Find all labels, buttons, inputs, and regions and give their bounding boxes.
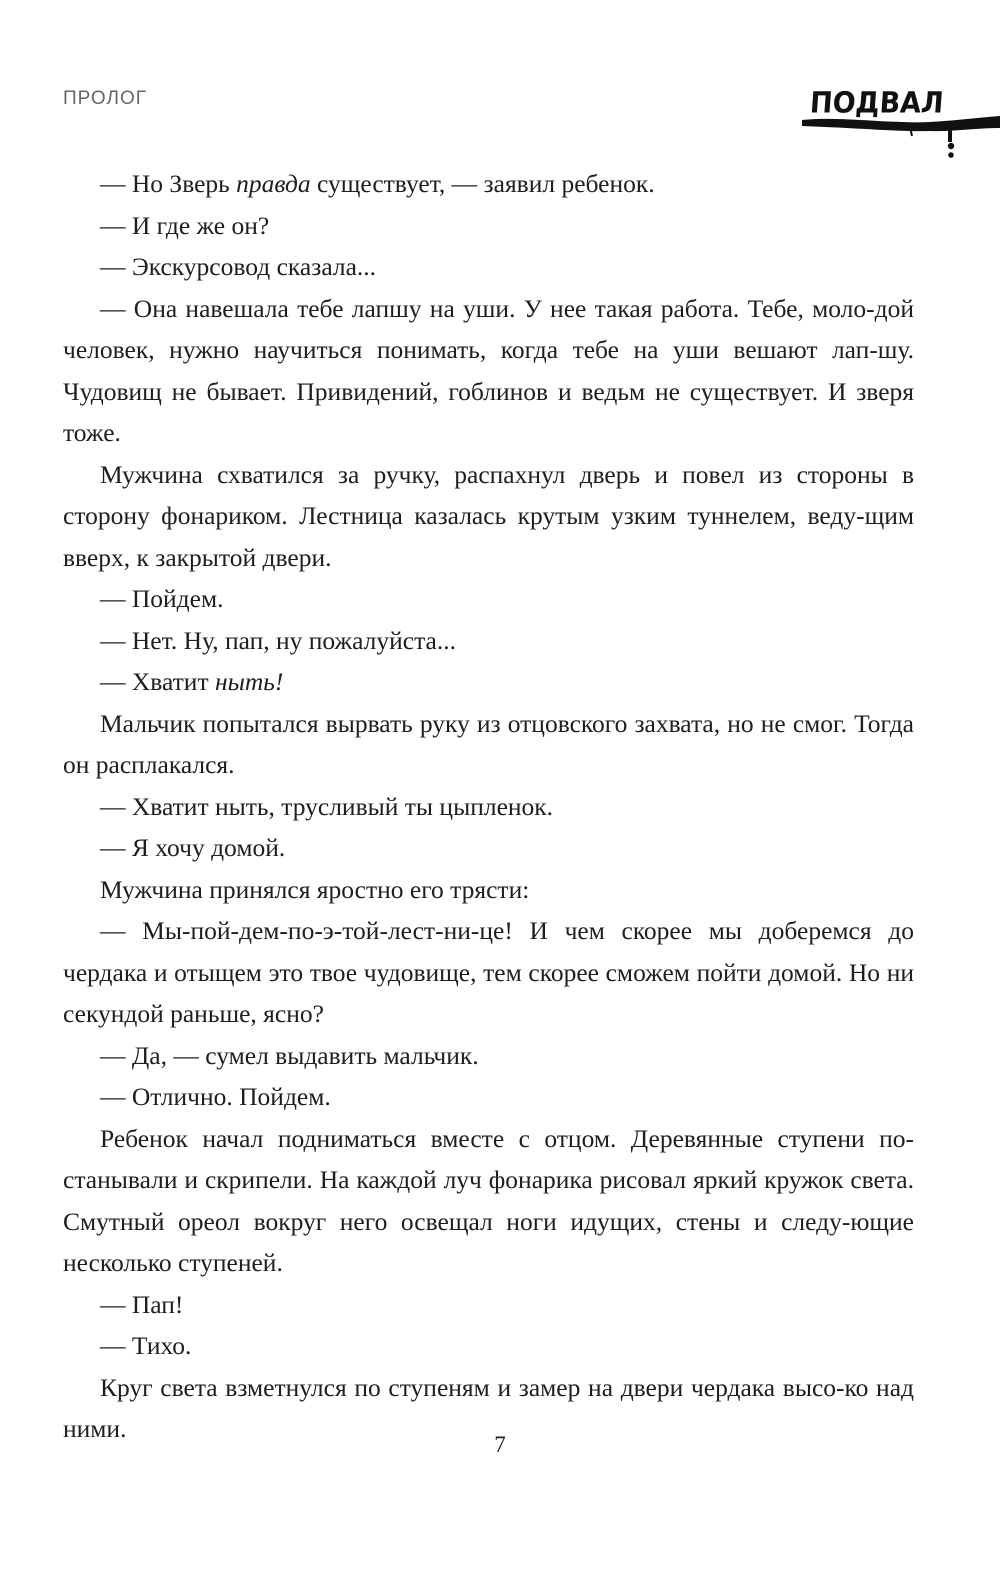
text-run: Мужчина схватился за ручку, распахнул дверь и повел из стороны в сторону фонариком. Лестница казалась крутым узким туннелем, веду-щим вверх, к закрытой двери. — [63, 459, 914, 572]
text-run: — Пап! — [100, 1289, 184, 1319]
paragraph — [63, 578, 914, 620]
logo-text: ПОДВАЛ — [808, 86, 945, 121]
paragraph — [63, 827, 914, 869]
text-run: — Экскурсовод сказала... — [100, 252, 377, 281]
text-run: — Но Зверь — [100, 169, 237, 198]
paragraph — [63, 661, 914, 703]
paragraph — [63, 1118, 914, 1284]
paragraph — [63, 454, 914, 579]
text-run: — Тихо. — [100, 1331, 192, 1360]
italic-run: правда — [236, 169, 311, 198]
text-run: существует, — заявил ребенок. — [310, 169, 655, 198]
body-text — [63, 163, 914, 1450]
paragraph — [63, 703, 914, 786]
paragraph — [63, 1284, 914, 1326]
paragraph — [63, 1035, 914, 1077]
paragraph — [63, 620, 914, 662]
text-run: — Я хочу домой. — [100, 833, 286, 862]
text-run: — Да, — сумел выдавить мальчик. — [100, 1040, 479, 1070]
paragraph — [63, 910, 914, 1035]
text-run: — Нет. Ну, пап, ну пожалуйста... — [100, 625, 457, 655]
paragraph — [63, 163, 914, 205]
page-number: 7 — [494, 1432, 506, 1457]
text-run: Мужчина принялся яростно его трясти: — [100, 874, 530, 904]
text-run: — Мы-пой-дем-по-э-той-лест-ни-це! И чем скорее мы доберемся до чердака и отыщем это твое чудовище, тем скорее сможем пойти домой. Но ни секундой раньше, ясно? — [63, 916, 914, 1028]
text-run: Круг света взметнулся по ступеням и замер на двери чердака высо-ко над ними. — [63, 1372, 914, 1443]
running-header-section: ПРОЛОГ — [63, 88, 148, 109]
paragraph — [63, 1325, 914, 1367]
text-run: — Отлично. Пойдем. — [100, 1082, 331, 1111]
paragraph — [63, 869, 914, 911]
paragraph — [63, 786, 914, 828]
paragraph — [63, 1076, 914, 1118]
italic-run: ныть! — [214, 667, 284, 696]
text-run: Ребенок начал подниматься вместе с отцом. Деревянные ступени по-станывали и скрипели. На каждой луч фонарика рисовал яркий кружок света. Смутный ореол вокруг него освещал ноги идущих, стены и следу-ющие несколько ступеней. — [63, 1123, 914, 1277]
text-run: — И где же он? — [100, 210, 270, 240]
text-run: — Пойдем. — [100, 584, 224, 613]
text-run: — Хватит ныть, трусливый ты цыпленок. — [100, 791, 554, 821]
paragraph — [63, 205, 914, 247]
text-run: Мальчик попытался вырвать руку из отцовского захвата, но не смог. Тогда он расплакался. — [63, 708, 914, 779]
text-run: — Она навешала тебе лапшу на уши. У нее такая работа. Тебе, моло-дой человек, нужно научиться понимать, когда тебе на уши вешают лап-шу. Чудовищ не бывает. Привидений, гоблинов и ведьм не существует. И зверя тоже. — [63, 293, 914, 447]
paragraph — [63, 246, 914, 288]
book-title-logo — [800, 82, 1000, 162]
text-run: — Хватит — [100, 667, 215, 696]
paragraph — [63, 288, 914, 454]
